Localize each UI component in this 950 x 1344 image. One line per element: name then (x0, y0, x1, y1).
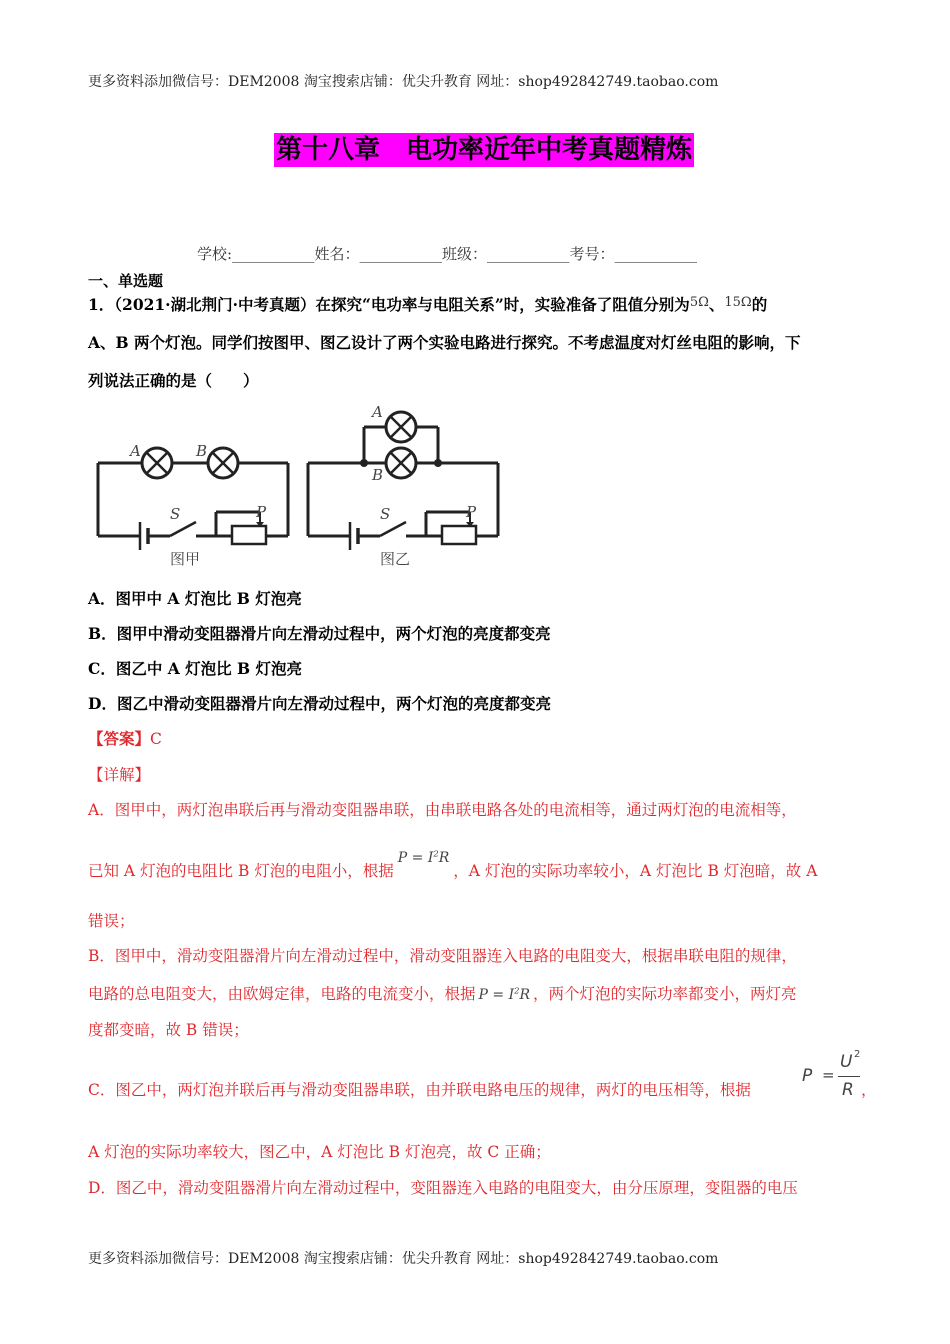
formula-a: $P = I^2R$ (397, 848, 450, 866)
detail-label: 【详解】 (88, 766, 151, 784)
page-header: 更多资料添加微信号：DEM2008 淘宝搜索店铺：优尖升教育 网址：shop492842749.taobao.com (88, 74, 719, 90)
label-a-right: A (372, 403, 383, 421)
option-c: C．图乙中 A 灯泡比 B 灯泡亮 (88, 659, 303, 678)
question-line-2: A、B 两个灯泡。同学们按图甲、图乙设计了两个实验电路进行探究。不考虑温度对灯丝电阻的影响，下 (88, 333, 801, 352)
explanation-a-line-2 (88, 848, 818, 881)
option-b: B．图甲中滑动变阻器滑片向左滑动过程中，两个灯泡的亮度都变亮 (88, 624, 551, 643)
page-footer: 更多资料添加微信号：DEM2008 淘宝搜索店铺：优尖升教育 网址：shop492842749.taobao.com (88, 1251, 719, 1267)
section-heading: 一、单选题 (88, 272, 164, 290)
explanation-a-text-end: ，A 灯泡的实际功率较小，A 灯泡比 B 灯泡暗，故 A (453, 862, 818, 880)
caption-left: 图甲 (170, 550, 201, 568)
formula-c: P = U 2 R (802, 1049, 861, 1100)
student-info-line: 学校:___________姓名：___________班级：___________考号：___________ (197, 245, 698, 263)
explanation-a-line-1: A．图甲中，两灯泡串联后再与滑动变阻器串联，由串联电路各处的电流相等，通过两灯泡的电流相等， (88, 801, 797, 819)
explanation-a-line-3: 错误； (88, 912, 135, 930)
caption-right: 图乙 (380, 550, 411, 568)
question-line-3: 列说法正确的是（ ） (88, 371, 259, 390)
label-b-left: B (196, 442, 208, 460)
circuit-diagram (88, 400, 508, 572)
question-text: 1．（2021·湖北荆门·中考真题）在探究“电功率与电阻关系”时，实验准备了阻值分别为 (88, 295, 690, 314)
question-line-1 (88, 293, 767, 315)
switch-left (170, 522, 196, 536)
explanation-c-line-1: C．图乙中，两灯泡并联后再与滑动变阻器串联，由并联电路电压的规律，两灯的电压相等，根据 (88, 1081, 751, 1099)
rheostat-right (442, 526, 476, 544)
explanation-d-line-1: D．图乙中，滑动变阻器滑片向左滑动过程中，变阻器连入电路的电阻变大，由分压原理，变阻器的电压 (88, 1179, 798, 1197)
explanation-b-text-end: ，两个灯泡的实际功率都变小，两灯亮 (533, 985, 797, 1003)
question-text-end: 的 (751, 295, 768, 314)
explanation-b-text: 电路的总电阻变大，由欧姆定律，电路的电流变小，根据 (88, 985, 476, 1003)
circuit-left (98, 448, 288, 550)
option-d: D．图乙中滑动变阻器滑片向左滑动过程中，两个灯泡的亮度都变亮 (88, 694, 551, 713)
option-a: A．图甲中 A 灯泡比 B 灯泡亮 (88, 589, 302, 608)
resistance-value-2: 15Ω (724, 295, 752, 310)
circuit-right (308, 412, 498, 550)
label-s-right: S (380, 505, 391, 523)
separator: 、 (708, 295, 725, 314)
explanation-b-line-1: B．图甲中，滑动变阻器滑片向左滑动过程中，滑动变阻器连入电路的电阻变大，根据串联电阻的规律， (88, 947, 797, 965)
resistance-value-1: 5Ω (689, 295, 709, 310)
switch-right (380, 522, 406, 536)
label-p-right: P (466, 503, 477, 521)
label-s-left: S (170, 505, 181, 523)
answer-line (88, 727, 162, 749)
label-a-left: A (130, 442, 141, 460)
label-p-left: P (256, 503, 267, 521)
explanation-b-line-2 (88, 982, 797, 1004)
explanation-c-line-2: A 灯泡的实际功率较大，图乙中，A 灯泡比 B 灯泡亮，故 C 正确； (88, 1143, 551, 1161)
explanation-a-text: 已知 A 灯泡的电阻比 B 灯泡的电阻小，根据 (88, 862, 394, 880)
explanation-b-line-3: 度都变暗，故 B 错误； (88, 1021, 249, 1039)
page-title: 第十八章 电功率近年中考真题精炼 (276, 135, 693, 165)
formula-b: $P = I^2R$ (478, 985, 530, 1003)
answer-value: C (150, 730, 162, 748)
explanation-c-comma: ， (861, 1081, 877, 1099)
label-b-right: B (372, 466, 384, 484)
answer-label: 【答案】 (88, 729, 151, 748)
rheostat-left (232, 526, 266, 544)
